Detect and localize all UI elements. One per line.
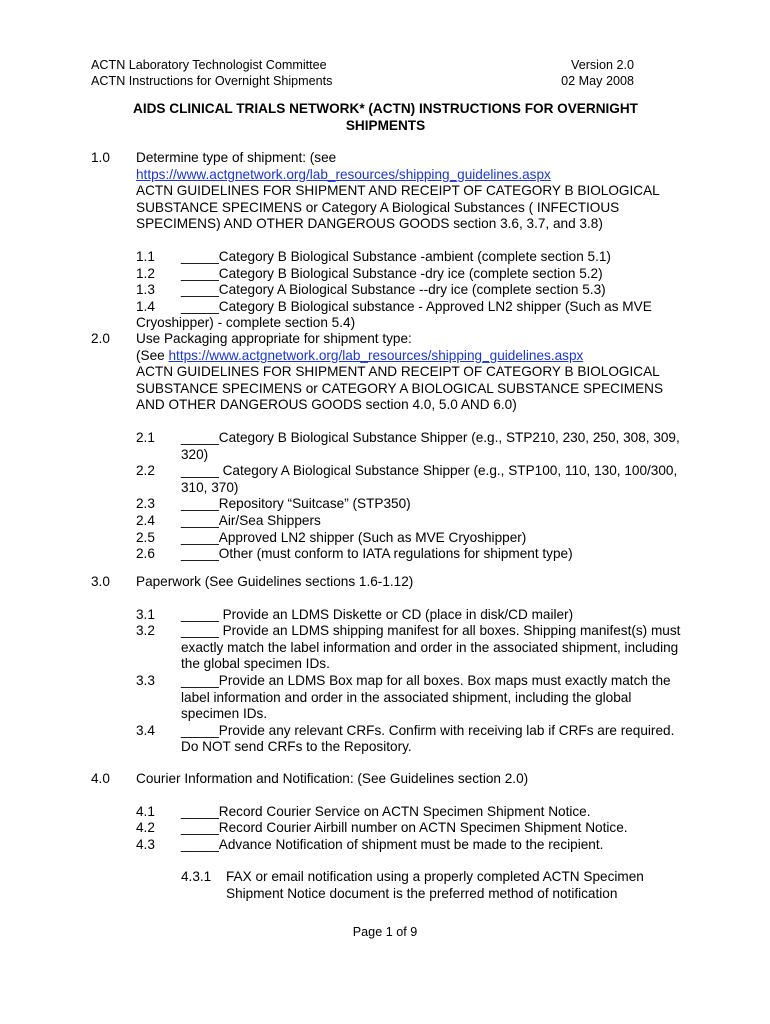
list-item xyxy=(136,249,681,266)
section-number: 2.0 xyxy=(91,331,110,346)
section-intro: Determine type of shipment: (see xyxy=(136,150,337,165)
section-4 xyxy=(91,771,681,903)
shipping-guidelines-link[interactable]: https://www.actgnetwork.org/lab_resources/shipping_guidelines.aspx xyxy=(168,347,584,363)
header-doc-title: ACTN Instructions for Overnight Shipments xyxy=(91,74,333,88)
item-number: 2.4 xyxy=(136,512,155,528)
section-number: 4.0 xyxy=(91,771,110,786)
item-text: _____ Provide an LDMS shipping manifest for all boxes. Shipping manifest(s) must exactly match the label information and order in the associated shipment, including the global specimen IDs. xyxy=(181,623,681,672)
list-item xyxy=(136,723,681,756)
section-number: 1.0 xyxy=(91,150,110,165)
list-item xyxy=(136,530,681,547)
list-item xyxy=(136,837,681,854)
header-left xyxy=(91,57,332,89)
title-line-1: AIDS CLINICAL TRIALS NETWORK* (ACTN) INSTRUCTIONS FOR OVERNIGHT xyxy=(133,101,638,116)
item-text: _____Approved LN2 shipper (Such as MVE Cryoshipper) xyxy=(181,529,527,545)
subitem-text: FAX or email notification using a properly completed ACTN Specimen Shipment Notice document is the preferred method of notification xyxy=(226,869,644,901)
item-text: _____ Provide an LDMS Diskette or CD (place in disk/CD mailer) xyxy=(181,606,574,622)
item-number: 4.1 xyxy=(136,803,155,819)
section-intro: Use Packaging appropriate for shipment type: xyxy=(136,331,412,346)
item-text: _____Air/Sea Shippers xyxy=(181,512,321,528)
item-number: 2.3 xyxy=(136,496,155,512)
list-item xyxy=(136,282,681,299)
item-number: 3.2 xyxy=(136,623,155,639)
item-number: 2.6 xyxy=(136,546,155,562)
item-number: 2.1 xyxy=(136,429,155,445)
list-item xyxy=(136,513,681,530)
list-subitem xyxy=(181,869,681,902)
item-number: 3.4 xyxy=(136,722,155,738)
item-number: 1.3 xyxy=(136,282,155,298)
item-number: 1.2 xyxy=(136,265,155,281)
item-text: _____Category A Biological Substance --dry ice (complete section 5.3) xyxy=(181,282,606,298)
item-text: _____Category B Biological Substance Shipper (e.g., STP210, 230, 250, 308, 309, 320) xyxy=(181,429,680,462)
header-right xyxy=(561,57,634,89)
item-text: _____ Category A Biological Substance Shipper (e.g., STP100, 110, 130, 100/300, 310, 370) xyxy=(181,463,678,495)
section-text: ACTN GUIDELINES FOR SHIPMENT AND RECEIPT OF CATEGORY B BIOLOGICAL SUBSTANCE SPECIMENS or CATEGORY A BIOLOGICAL SUBSTANCE SPECIMENS AND OTHER DANGEROUS GOODS section 4.0, 5.0 AND 6.0) xyxy=(136,364,664,413)
item-text: _____Other (must conform to IATA regulations for shipment type) xyxy=(181,546,573,562)
item-number: 2.5 xyxy=(136,529,155,545)
item-number: 3.3 xyxy=(136,672,155,688)
list-item xyxy=(136,430,681,463)
section-2 xyxy=(91,331,681,563)
section-number: 3.0 xyxy=(91,574,110,589)
section-1 xyxy=(91,150,681,332)
title-line-2: SHIPMENTS xyxy=(345,118,426,133)
section-text: ACTN GUIDELINES FOR SHIPMENT AND RECEIPT OF CATEGORY B BIOLOGICAL SUBSTANCE SPECIMENS or Category A Biological Substances ( INFECTIOUS SPECIMENS) AND OTHER DANGEROUS GOODS section 3.6, 3.7, and 3.8) xyxy=(136,183,660,232)
list-item xyxy=(136,496,681,513)
list-item xyxy=(136,673,681,723)
page-number: Page 1 of 9 xyxy=(352,925,418,939)
item-text: _____Category B Biological Substance -ambient (complete section 5.1) xyxy=(181,248,611,264)
list-item xyxy=(136,623,681,673)
shipping-guidelines-link[interactable]: https://www.actgnetwork.org/lab_resources/shipping_guidelines.aspx xyxy=(136,166,551,182)
header-date: 02 May 2008 xyxy=(561,74,634,88)
section-intro: Courier Information and Notification: (See Guidelines section 2.0) xyxy=(136,771,529,786)
list-item xyxy=(136,463,681,496)
item-text: _____Category B Biological substance - Approved LN2 shipper (Such as MVE Cryoshipper) - complete section 5.4) xyxy=(136,298,652,331)
list-item xyxy=(136,266,681,283)
item-text: _____Repository “Suitcase” (STP350) xyxy=(181,496,411,512)
item-text: _____Advance Notification of shipment must be made to the recipient. xyxy=(181,836,604,852)
list-item xyxy=(136,804,681,821)
subitem-number: 4.3.1 xyxy=(181,869,212,885)
link-prefix: (See xyxy=(136,347,169,363)
section-3 xyxy=(91,574,681,756)
item-text: _____Provide any relevant CRFs. Confirm with receiving lab if CRFs are required. Do NOT send CRFs to the Repository. xyxy=(181,722,675,755)
item-text: _____Category B Biological Substance -dry ice (complete section 5.2) xyxy=(181,265,603,281)
item-text: _____Record Courier Airbill number on ACTN Specimen Shipment Notice. xyxy=(181,820,628,836)
section-intro: Paperwork (See Guidelines sections 1.6-1.12) xyxy=(136,574,414,589)
header-version: Version 2.0 xyxy=(570,58,634,72)
item-number: 3.1 xyxy=(136,606,155,622)
item-number: 4.3 xyxy=(136,836,155,852)
item-number: 1.4 xyxy=(136,298,155,314)
header-committee: ACTN Laboratory Technologist Committee xyxy=(91,58,327,72)
item-text: _____Record Courier Service on ACTN Specimen Shipment Notice. xyxy=(181,803,591,819)
document-title xyxy=(91,100,680,134)
item-number: 1.1 xyxy=(136,248,155,264)
item-number: 2.2 xyxy=(136,463,155,479)
list-item xyxy=(136,607,681,624)
item-number: 4.2 xyxy=(136,820,155,836)
list-item xyxy=(136,546,681,563)
list-item xyxy=(136,820,681,837)
item-text: _____Provide an LDMS Box map for all boxes. Box maps must exactly match the label information and order in the associated shipment, including the global specimen IDs. xyxy=(181,672,671,722)
list-item xyxy=(136,299,681,332)
